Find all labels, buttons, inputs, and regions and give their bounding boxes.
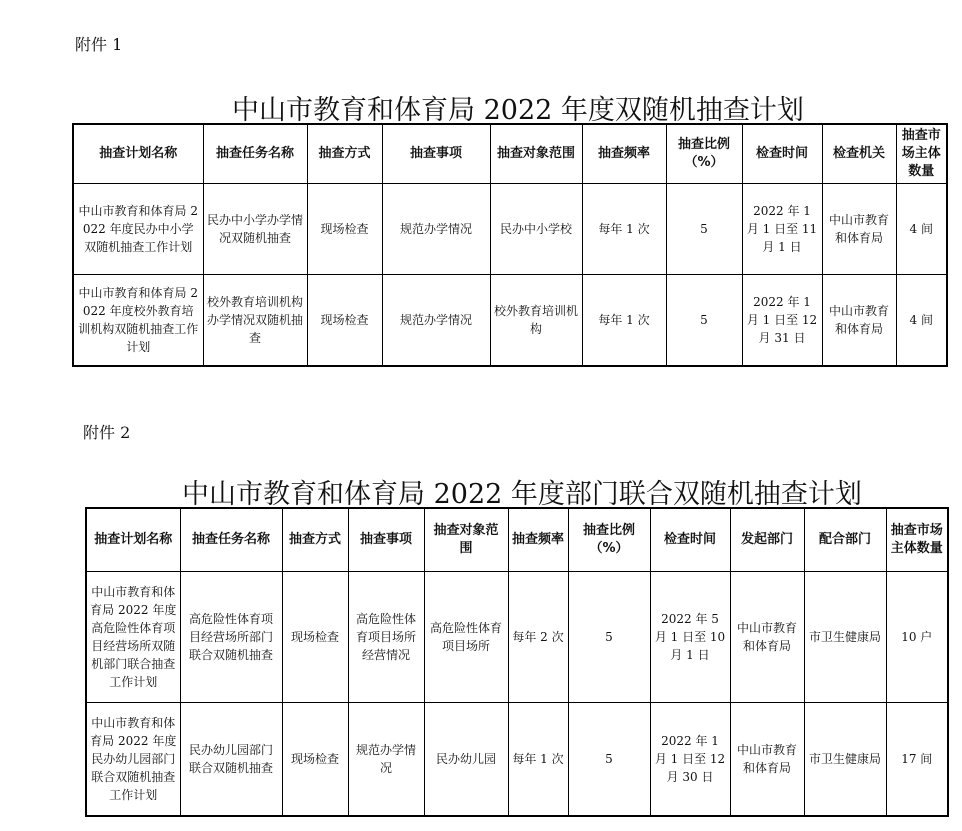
table-cell: 中山市教育和体育局 [822, 184, 896, 275]
table-cell: 2022 年 5 月 1 日至 10 月 1 日 [650, 572, 730, 703]
table-cell: 4 间 [896, 184, 947, 275]
table-cell: 每年 1 次 [582, 184, 666, 275]
table-row [73, 275, 947, 367]
attachment2-title: 中山市教育和体育局 2022 年度部门联合双随机抽查计划 [182, 479, 862, 510]
table-cell: 现场检查 [282, 703, 348, 817]
table-row [86, 703, 948, 817]
table-cell: 高危险性体育项目场所经营情况 [348, 572, 424, 703]
header-cell: 抽查频率 [582, 124, 666, 184]
header-cell: 抽查计划名称 [73, 124, 203, 184]
table-cell: 市卫生健康局 [804, 572, 886, 703]
header-cell: 发起部门 [730, 508, 804, 572]
table-cell: 中山市教育和体育局 2022 年度民办中小学双随机抽查工作计划 [73, 184, 203, 275]
table-header-row [73, 124, 947, 184]
table-cell: 民办幼儿园部门联合双随机抽查 [180, 703, 282, 817]
attachment1-table [72, 123, 948, 367]
table-cell: 5 [666, 184, 742, 275]
header-cell: 抽查市场主体数量 [886, 508, 948, 572]
table-cell: 现场检查 [307, 184, 382, 275]
table-cell: 民办幼儿园 [424, 703, 508, 817]
table-cell: 10 户 [886, 572, 948, 703]
table-cell: 5 [568, 572, 650, 703]
table-cell: 校外教育培训机构办学情况双随机抽查 [203, 275, 307, 367]
table-cell: 每年 1 次 [508, 703, 568, 817]
header-cell: 抽查方式 [307, 124, 382, 184]
table-cell: 规范办学情况 [382, 184, 490, 275]
header-cell: 抽查方式 [282, 508, 348, 572]
table-cell: 中山市教育和体育局 2022 年度校外教育培训机构双随机抽查工作计划 [73, 275, 203, 367]
table-cell: 每年 1 次 [582, 275, 666, 367]
header-cell: 配合部门 [804, 508, 886, 572]
table-cell: 高危险性体育项目经营场所部门联合双随机抽查 [180, 572, 282, 703]
header-cell: 抽查频率 [508, 508, 568, 572]
table-cell: 现场检查 [282, 572, 348, 703]
header-cell: 抽查比例（%） [666, 124, 742, 184]
table-cell: 17 间 [886, 703, 948, 817]
table-cell: 每年 2 次 [508, 572, 568, 703]
header-cell: 检查时间 [650, 508, 730, 572]
header-cell: 抽查任务名称 [180, 508, 282, 572]
header-cell: 抽查任务名称 [203, 124, 307, 184]
table-cell: 现场检查 [307, 275, 382, 367]
table-cell: 5 [666, 275, 742, 367]
table-cell: 规范办学情况 [382, 275, 490, 367]
table-cell: 中山市教育和体育局 2022 年度高危险性体育项目经营场所双随机部门联合抽查工作计划 [86, 572, 180, 703]
attachment2-table [85, 507, 949, 817]
table-row [86, 572, 948, 703]
table-cell: 2022 年 1 月 1 日至 11 月 1 日 [742, 184, 822, 275]
header-cell: 抽查事项 [348, 508, 424, 572]
header-cell: 抽查比例（%） [568, 508, 650, 572]
table-cell: 中山市教育和体育局 [822, 275, 896, 367]
header-cell: 抽查市场主体数量 [896, 124, 947, 184]
table-cell: 民办中小学办学情况双随机抽查 [203, 184, 307, 275]
table-cell: 5 [568, 703, 650, 817]
table-cell: 中山市教育和体育局 [730, 703, 804, 817]
header-cell: 抽查对象范围 [490, 124, 582, 184]
table-cell: 高危险性体育项目场所 [424, 572, 508, 703]
table-cell: 2022 年 1 月 1 日至 12 月 30 日 [650, 703, 730, 817]
table-cell: 民办中小学校 [490, 184, 582, 275]
attachment2-label: 附件 2 [83, 423, 131, 442]
attachment1-label: 附件 1 [75, 35, 123, 54]
header-cell: 检查机关 [822, 124, 896, 184]
attachment1-title: 中山市教育和体育局 2022 年度双随机抽查计划 [232, 95, 804, 126]
table-cell: 中山市教育和体育局 2022 年度民办幼儿园部门联合双随机抽查工作计划 [86, 703, 180, 817]
header-cell: 抽查事项 [382, 124, 490, 184]
table-cell: 校外教育培训机构 [490, 275, 582, 367]
header-cell: 抽查计划名称 [86, 508, 180, 572]
table-header-row [86, 508, 948, 572]
table-cell: 中山市教育和体育局 [730, 572, 804, 703]
header-cell: 检查时间 [742, 124, 822, 184]
table-cell: 4 间 [896, 275, 947, 367]
table-cell: 规范办学情况 [348, 703, 424, 817]
table-cell: 市卫生健康局 [804, 703, 886, 817]
table-cell: 2022 年 1 月 1 日至 12 月 31 日 [742, 275, 822, 367]
header-cell: 抽查对象范围 [424, 508, 508, 572]
table-row [73, 184, 947, 275]
